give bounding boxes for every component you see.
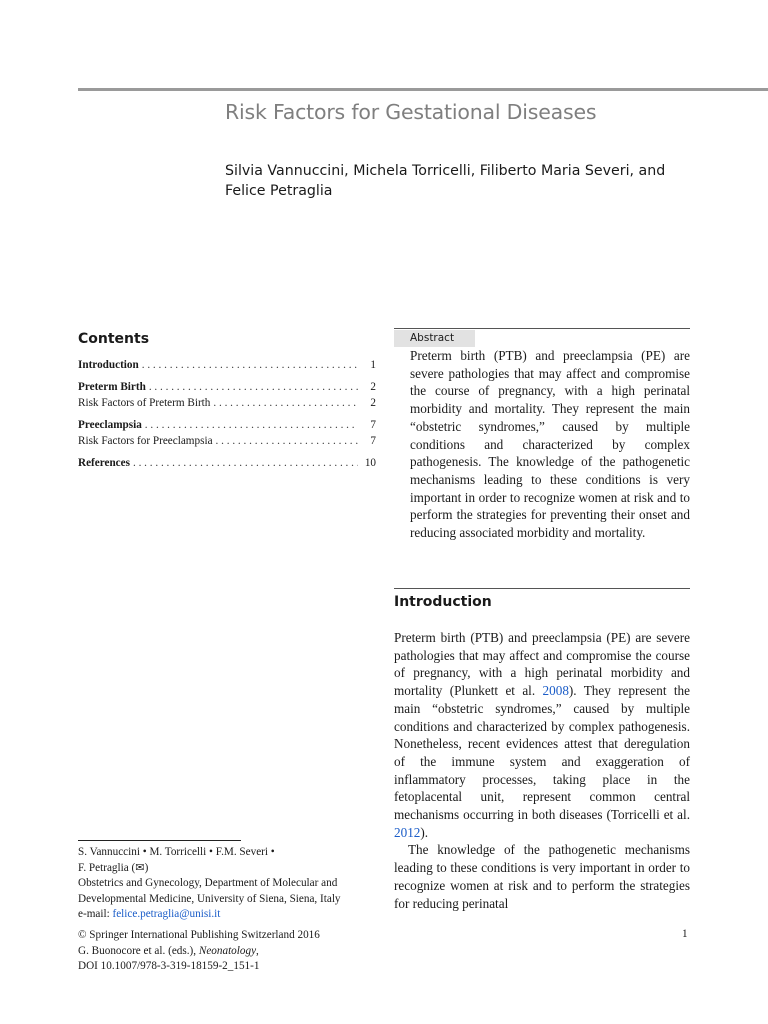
doi-line: DOI 10.1007/978-3-319-18159-2_151-1 <box>78 960 260 972</box>
introduction-paragraph-2: The knowledge of the pathogenetic mechanisms leading to these conditions is very important in order to recognize women at risk and to perform the strategies for reducing perinatal <box>394 842 690 911</box>
copyright-line: © Springer International Publishing Switzerland 2016 <box>78 929 320 941</box>
footnote-rule <box>78 840 241 841</box>
footnote-authors-line: S. Vannuccini • M. Torricelli • F.M. Severi • <box>78 846 275 858</box>
authors: Silvia Vannuccini, Michela Torricelli, Filiberto Maria Severi, and Felice Petraglia <box>225 163 666 199</box>
introduction-rule <box>394 588 690 589</box>
toc-item-preeclampsia[interactable]: Preeclampsia . . . 7 <box>78 417 376 433</box>
footnote-affiliation: Obstetrics and Gynecology, Department of Molecular and Developmental Medicine, University of Siena, Siena, Italy <box>78 877 341 905</box>
chapter-title: Risk Factors for Gestational Diseases <box>225 100 597 124</box>
citation-link-torricelli[interactable]: 2012 <box>394 824 421 840</box>
footnote-corresponding-author: F. Petraglia (✉) <box>78 861 149 874</box>
author-affiliation-footnote <box>78 845 378 923</box>
email-link[interactable]: felice.petraglia@unisi.it <box>112 908 221 920</box>
toc-item-references[interactable]: References . . . 10 <box>78 455 376 471</box>
abstract-rule <box>394 328 690 329</box>
abstract-label: Abstract <box>394 330 475 347</box>
toc-item-risk-factors-preeclampsia[interactable]: Risk Factors for Preeclampsia . . . 7 <box>78 433 376 449</box>
abstract-text: Preterm birth (PTB) and preeclampsia (PE) are severe pathologies that may affect and compromise the course of pregnancy, with a high perinatal morbidity and mortality. They represent the main “obstetric syndromes,” caused by multiple conditions and characterized by complex pathogenesis. The knowledge of the pathogenetic mechanisms leading to these conditions is very important in order to recognize women at risk and to perform the strategies for preventing their onset and reducing associated morbidity and mortality. <box>410 348 690 541</box>
citation-line: G. Buonocore et al. (eds.), Neonatology, <box>78 944 259 957</box>
toc-item-introduction[interactable]: Introduction . . . 1 <box>78 357 376 373</box>
citation-link-plunkett[interactable]: 2008 <box>542 683 569 699</box>
top-rule <box>78 88 768 91</box>
copyright-block <box>78 928 378 975</box>
introduction-paragraph-1: Preterm birth (PTB) and preeclampsia (PE) are severe pathologies that may affect and compromise the course of pregnancy, with a high perinatal morbidity and mortality (Plunkett et al. 2008). They represent the main “obstetric syndromes,” caused by multiple conditions and characterized by complex pathogenesis. Nonetheless, recent evidences attest that deregulation of the immune system and exaggeration of inflammatory processes, taking place in the fetoplacental unit, represent common central mechanisms occurring in both diseases (Torricelli et al. 2012). <box>394 630 691 840</box>
introduction-body <box>394 629 690 912</box>
page-number: 1 <box>682 928 688 940</box>
toc-item-preterm-birth[interactable]: Preterm Birth . . . 2 <box>78 379 376 395</box>
contents-heading: Contents <box>78 331 150 347</box>
table-of-contents <box>78 357 376 471</box>
toc-item-risk-factors-preterm-birth[interactable]: Risk Factors of Preterm Birth . . . 2 <box>78 395 376 411</box>
footnote-email-line: e-mail: felice.petraglia@unisi.it <box>78 908 221 920</box>
introduction-heading: Introduction <box>394 594 492 610</box>
